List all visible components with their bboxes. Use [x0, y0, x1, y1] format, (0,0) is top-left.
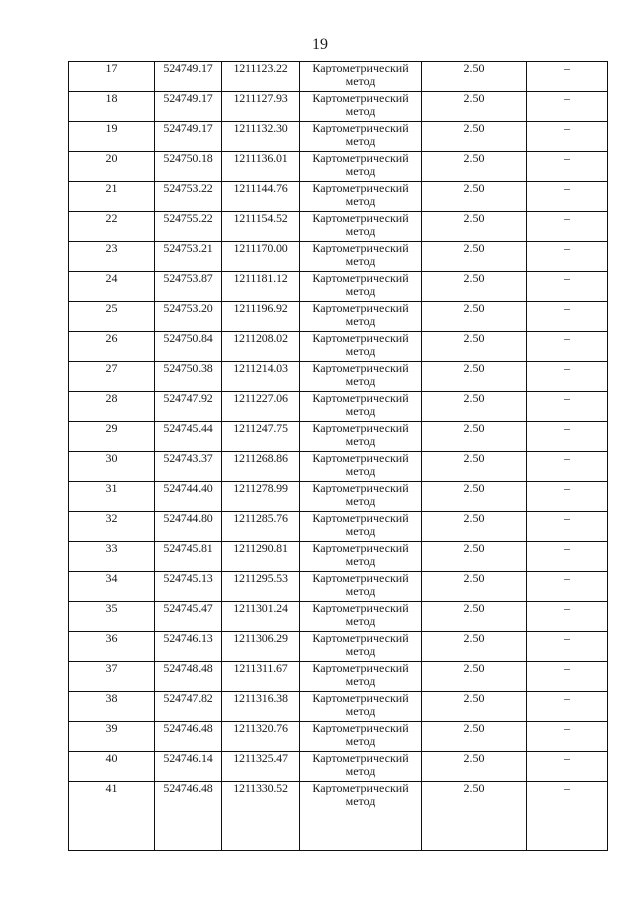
table-row [69, 692, 608, 722]
method-line-1: Картометрический [312, 61, 409, 75]
x-coordinate-cell: 524749.17 [155, 92, 222, 122]
method-cell [300, 332, 422, 362]
point-number-cell: 38 [69, 692, 155, 722]
table-row [69, 212, 608, 242]
y-coordinate-cell: 1211330.52 [222, 782, 300, 851]
note-cell: – [527, 422, 608, 452]
accuracy-cell: 2.50 [422, 332, 527, 362]
x-coordinate-cell: 524746.14 [155, 752, 222, 782]
accuracy-cell: 2.50 [422, 182, 527, 212]
accuracy-cell: 2.50 [422, 572, 527, 602]
y-coordinate-cell: 1211154.52 [222, 212, 300, 242]
y-coordinate-cell: 1211170.00 [222, 242, 300, 272]
method-line-1: Картометрический [312, 721, 409, 735]
x-coordinate-cell: 524745.13 [155, 572, 222, 602]
x-coordinate-cell: 524748.48 [155, 662, 222, 692]
x-coordinate-cell: 524746.13 [155, 632, 222, 662]
method-cell [300, 512, 422, 542]
method-cell [300, 122, 422, 152]
x-coordinate-cell: 524753.87 [155, 272, 222, 302]
table-row [69, 92, 608, 122]
method-cell [300, 272, 422, 302]
method-cell [300, 182, 422, 212]
accuracy-cell: 2.50 [422, 452, 527, 482]
method-line-2: метод [345, 134, 376, 148]
accuracy-cell: 2.50 [422, 752, 527, 782]
y-coordinate-cell: 1211316.38 [222, 692, 300, 722]
point-number-cell: 39 [69, 722, 155, 752]
method-line-2: метод [345, 554, 376, 568]
method-line-2: метод [345, 584, 376, 598]
method-line-2: метод [345, 254, 376, 268]
method-line-1: Картометрический [312, 751, 409, 765]
table-row [69, 512, 608, 542]
method-line-1: Картометрический [312, 421, 409, 435]
page-number: 19 [312, 36, 328, 53]
y-coordinate-cell: 1211196.92 [222, 302, 300, 332]
method-cell [300, 362, 422, 392]
method-line-1: Картометрический [312, 781, 409, 795]
note-cell: – [527, 92, 608, 122]
method-line-2: метод [345, 344, 376, 358]
point-number-cell: 40 [69, 752, 155, 782]
note-cell: – [527, 62, 608, 92]
accuracy-cell: 2.50 [422, 602, 527, 632]
table-row [69, 242, 608, 272]
method-cell [300, 602, 422, 632]
method-line-2: метод [345, 734, 376, 748]
x-coordinate-cell: 524750.38 [155, 362, 222, 392]
y-coordinate-cell: 1211208.02 [222, 332, 300, 362]
x-coordinate-cell: 524753.22 [155, 182, 222, 212]
table-row [69, 332, 608, 362]
method-cell [300, 662, 422, 692]
note-cell: – [527, 512, 608, 542]
point-number-cell: 37 [69, 662, 155, 692]
method-line-2: метод [345, 284, 376, 298]
table-row [69, 632, 608, 662]
point-number-cell: 32 [69, 512, 155, 542]
method-line-1: Картометрический [312, 331, 409, 345]
accuracy-cell: 2.50 [422, 512, 527, 542]
method-line-1: Картометрический [312, 601, 409, 615]
method-line-2: метод [345, 494, 376, 508]
accuracy-cell: 2.50 [422, 392, 527, 422]
note-cell: – [527, 182, 608, 212]
method-line-2: метод [345, 314, 376, 328]
accuracy-cell: 2.50 [422, 272, 527, 302]
table-row [69, 272, 608, 302]
accuracy-cell: 2.50 [422, 482, 527, 512]
note-cell: – [527, 692, 608, 722]
method-line-2: метод [345, 614, 376, 628]
table-row [69, 722, 608, 752]
table-row [69, 452, 608, 482]
y-coordinate-cell: 1211127.93 [222, 92, 300, 122]
accuracy-cell: 2.50 [422, 302, 527, 332]
table-row [69, 602, 608, 632]
accuracy-cell: 2.50 [422, 632, 527, 662]
accuracy-cell: 2.50 [422, 422, 527, 452]
note-cell: – [527, 632, 608, 662]
method-cell [300, 542, 422, 572]
table-row [69, 572, 608, 602]
y-coordinate-cell: 1211227.06 [222, 392, 300, 422]
method-line-2: метод [345, 74, 376, 88]
method-cell [300, 632, 422, 662]
y-coordinate-cell: 1211285.76 [222, 512, 300, 542]
method-line-2: метод [345, 104, 376, 118]
y-coordinate-cell: 1211278.99 [222, 482, 300, 512]
method-line-2: метод [345, 464, 376, 478]
method-line-2: метод [345, 794, 376, 808]
table-row [69, 152, 608, 182]
table-row [69, 362, 608, 392]
note-cell: – [527, 572, 608, 602]
accuracy-cell: 2.50 [422, 152, 527, 182]
y-coordinate-cell: 1211123.22 [222, 62, 300, 92]
note-cell: – [527, 332, 608, 362]
y-coordinate-cell: 1211311.67 [222, 662, 300, 692]
accuracy-cell: 2.50 [422, 122, 527, 152]
method-line-1: Картометрический [312, 631, 409, 645]
table-row [69, 302, 608, 332]
x-coordinate-cell: 524745.47 [155, 602, 222, 632]
method-line-2: метод [345, 374, 376, 388]
x-coordinate-cell: 524746.48 [155, 722, 222, 752]
x-coordinate-cell: 524744.40 [155, 482, 222, 512]
point-number-cell: 41 [69, 782, 155, 851]
point-number-cell: 31 [69, 482, 155, 512]
method-line-1: Картометрический [312, 451, 409, 465]
accuracy-cell: 2.50 [422, 362, 527, 392]
y-coordinate-cell: 1211301.24 [222, 602, 300, 632]
method-line-1: Картометрический [312, 511, 409, 525]
method-cell [300, 92, 422, 122]
point-number-cell: 34 [69, 572, 155, 602]
y-coordinate-cell: 1211214.03 [222, 362, 300, 392]
x-coordinate-cell: 524745.81 [155, 542, 222, 572]
method-line-2: метод [345, 194, 376, 208]
point-number-cell: 23 [69, 242, 155, 272]
method-line-2: метод [345, 764, 376, 778]
y-coordinate-cell: 1211325.47 [222, 752, 300, 782]
note-cell: – [527, 782, 608, 851]
method-cell [300, 152, 422, 182]
point-number-cell: 36 [69, 632, 155, 662]
y-coordinate-cell: 1211181.12 [222, 272, 300, 302]
point-number-cell: 28 [69, 392, 155, 422]
table-row [69, 782, 608, 851]
x-coordinate-cell: 524743.37 [155, 452, 222, 482]
method-line-2: метод [345, 434, 376, 448]
method-line-1: Картометрический [312, 691, 409, 705]
x-coordinate-cell: 524749.17 [155, 122, 222, 152]
note-cell: – [527, 272, 608, 302]
x-coordinate-cell: 524750.84 [155, 332, 222, 362]
coordinates-table [68, 61, 608, 851]
note-cell: – [527, 302, 608, 332]
method-line-1: Картометрический [312, 361, 409, 375]
accuracy-cell: 2.50 [422, 692, 527, 722]
accuracy-cell: 2.50 [422, 542, 527, 572]
point-number-cell: 33 [69, 542, 155, 572]
x-coordinate-cell: 524746.48 [155, 782, 222, 851]
method-line-1: Картометрический [312, 301, 409, 315]
point-number-cell: 35 [69, 602, 155, 632]
method-cell [300, 752, 422, 782]
point-number-cell: 30 [69, 452, 155, 482]
accuracy-cell: 2.50 [422, 62, 527, 92]
table-row [69, 542, 608, 572]
method-line-1: Картометрический [312, 181, 409, 195]
y-coordinate-cell: 1211132.30 [222, 122, 300, 152]
note-cell: – [527, 662, 608, 692]
method-cell [300, 392, 422, 422]
table-row [69, 662, 608, 692]
method-line-1: Картометрический [312, 541, 409, 555]
note-cell: – [527, 542, 608, 572]
x-coordinate-cell: 524753.21 [155, 242, 222, 272]
coordinates-table-body [69, 62, 608, 851]
note-cell: – [527, 362, 608, 392]
y-coordinate-cell: 1211290.81 [222, 542, 300, 572]
table-row [69, 122, 608, 152]
accuracy-cell: 2.50 [422, 212, 527, 242]
x-coordinate-cell: 524755.22 [155, 212, 222, 242]
accuracy-cell: 2.50 [422, 662, 527, 692]
point-number-cell: 19 [69, 122, 155, 152]
note-cell: – [527, 752, 608, 782]
accuracy-cell: 2.50 [422, 92, 527, 122]
method-line-1: Картометрический [312, 481, 409, 495]
point-number-cell: 25 [69, 302, 155, 332]
point-number-cell: 24 [69, 272, 155, 302]
y-coordinate-cell: 1211247.75 [222, 422, 300, 452]
note-cell: – [527, 152, 608, 182]
method-cell [300, 452, 422, 482]
method-cell [300, 422, 422, 452]
method-cell [300, 722, 422, 752]
point-number-cell: 17 [69, 62, 155, 92]
y-coordinate-cell: 1211320.76 [222, 722, 300, 752]
method-line-1: Картометрический [312, 151, 409, 165]
method-line-2: метод [345, 224, 376, 238]
method-line-2: метод [345, 674, 376, 688]
method-cell [300, 482, 422, 512]
y-coordinate-cell: 1211306.29 [222, 632, 300, 662]
method-cell [300, 242, 422, 272]
point-number-cell: 21 [69, 182, 155, 212]
y-coordinate-cell: 1211136.01 [222, 152, 300, 182]
note-cell: – [527, 452, 608, 482]
note-cell: – [527, 392, 608, 422]
table-row [69, 182, 608, 212]
method-line-1: Картометрический [312, 271, 409, 285]
note-cell: – [527, 212, 608, 242]
point-number-cell: 18 [69, 92, 155, 122]
x-coordinate-cell: 524747.82 [155, 692, 222, 722]
table-row [69, 482, 608, 512]
point-number-cell: 20 [69, 152, 155, 182]
method-cell [300, 572, 422, 602]
point-number-cell: 26 [69, 332, 155, 362]
note-cell: – [527, 482, 608, 512]
method-line-2: метод [345, 524, 376, 538]
method-line-1: Картометрический [312, 211, 409, 225]
y-coordinate-cell: 1211295.53 [222, 572, 300, 602]
x-coordinate-cell: 524744.80 [155, 512, 222, 542]
accuracy-cell: 2.50 [422, 782, 527, 851]
method-cell [300, 212, 422, 242]
method-line-2: метод [345, 164, 376, 178]
point-number-cell: 27 [69, 362, 155, 392]
method-line-1: Картометрический [312, 571, 409, 585]
y-coordinate-cell: 1211144.76 [222, 182, 300, 212]
method-line-1: Картометрический [312, 241, 409, 255]
table-row [69, 752, 608, 782]
note-cell: – [527, 122, 608, 152]
note-cell: – [527, 722, 608, 752]
x-coordinate-cell: 524753.20 [155, 302, 222, 332]
point-number-cell: 29 [69, 422, 155, 452]
table-row [69, 62, 608, 92]
x-coordinate-cell: 524747.92 [155, 392, 222, 422]
method-line-1: Картометрический [312, 121, 409, 135]
method-line-2: метод [345, 704, 376, 718]
table-row [69, 392, 608, 422]
method-cell [300, 692, 422, 722]
method-line-1: Картометрический [312, 391, 409, 405]
method-line-2: метод [345, 404, 376, 418]
x-coordinate-cell: 524749.17 [155, 62, 222, 92]
method-cell [300, 302, 422, 332]
method-line-1: Картометрический [312, 91, 409, 105]
note-cell: – [527, 242, 608, 272]
y-coordinate-cell: 1211268.86 [222, 452, 300, 482]
method-line-2: метод [345, 644, 376, 658]
note-cell: – [527, 602, 608, 632]
x-coordinate-cell: 524745.44 [155, 422, 222, 452]
method-cell [300, 782, 422, 851]
accuracy-cell: 2.50 [422, 242, 527, 272]
method-line-1: Картометрический [312, 661, 409, 675]
x-coordinate-cell: 524750.18 [155, 152, 222, 182]
point-number-cell: 22 [69, 212, 155, 242]
method-cell [300, 62, 422, 92]
accuracy-cell: 2.50 [422, 722, 527, 752]
table-row [69, 422, 608, 452]
